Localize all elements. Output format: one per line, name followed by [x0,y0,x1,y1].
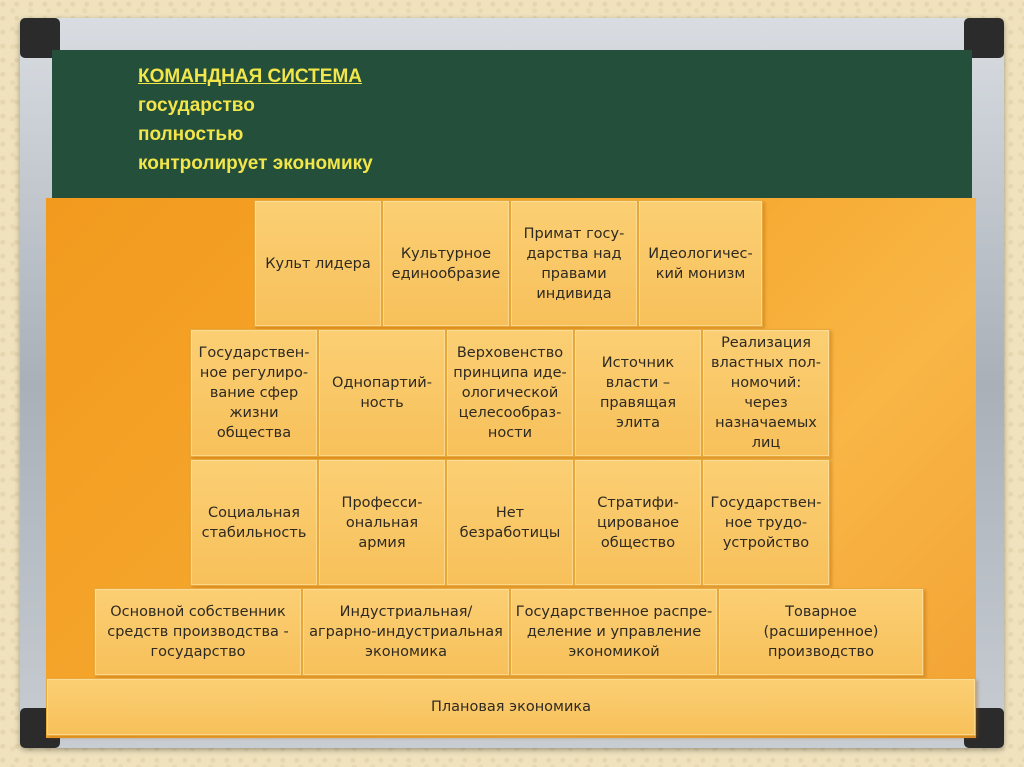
heading-line: государство [138,95,255,116]
heading-line: полностью [138,124,244,145]
pyramid-block: Примат госу- дарства над правами индивида [510,200,638,327]
pyramid-block: Государствен- ное трудо- устройство [702,459,830,586]
pyramid-block: Источник власти – правящая элита [574,329,702,457]
pyramid-block: Идеологичес- кий монизм [638,200,763,327]
pyramid-block: Стратифи- цированое общество [574,459,702,586]
pyramid-block: Основной собственник средств производства - государство [94,588,302,676]
pyramid-block: Товарное (расширенное) производство [718,588,924,676]
pyramid-block: Культурное единообразие [382,200,510,327]
pyramid-block: Реализация властных пол- номочий: через назначаемых лиц [702,329,830,457]
pyramid-block: Професси- ональная армия [318,459,446,586]
pyramid-block: Верховенство принципа иде- ологической целесообраз- ности [446,329,574,457]
pyramid-block: Социальная стабильность [190,459,318,586]
pyramid-block: Культ лидера [254,200,382,327]
pyramid-block: Индустриальная/ аграрно-индустриальная экономика [302,588,510,676]
pyramid-block: Нет безработицы [446,459,574,586]
pyramid-block: Государствен- ное регулиро- вание сфер жизни общества [190,329,318,457]
heading-line: контролирует экономику [138,153,373,174]
slide-heading [138,62,373,178]
pyramid-block: Государственное распре- деление и управление экономикой [510,588,718,676]
pyramid-block: Однопартий- ность [318,329,446,457]
pyramid-base: Плановая экономика [46,678,976,736]
slide-title: КОМАНДНАЯ СИСТЕМА [138,66,363,87]
